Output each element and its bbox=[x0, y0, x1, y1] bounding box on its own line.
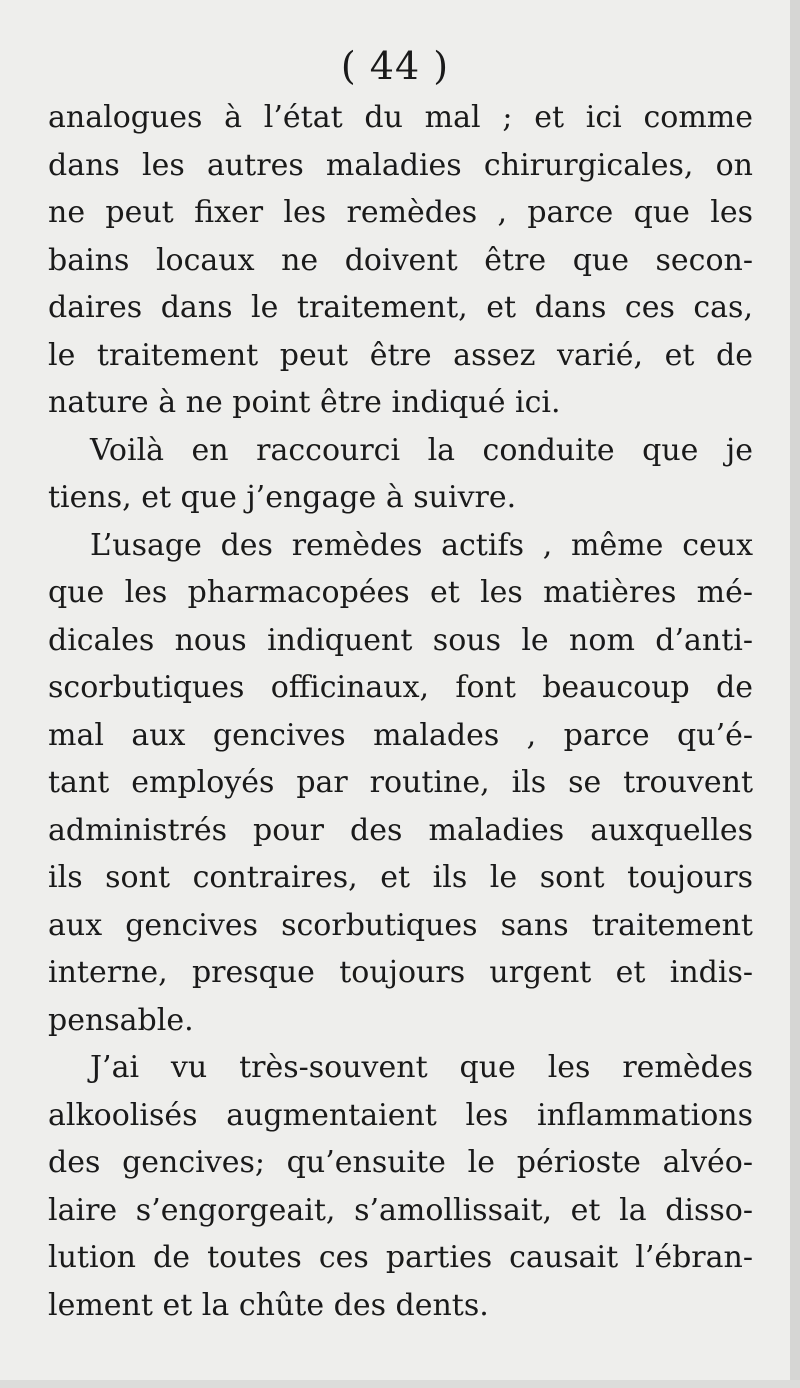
text-line: mal aux gencives malades , parce qu’é- bbox=[48, 717, 753, 753]
text-line: pensable. bbox=[48, 1002, 194, 1038]
text-line: que les pharmacopées et les matières mé- bbox=[48, 575, 753, 610]
text-line: analogues à l’état du mal ; et ici comme bbox=[48, 100, 753, 135]
page-number: ( 44 ) bbox=[340, 44, 450, 88]
text-line: Voilà en raccourci la conduite que je bbox=[90, 432, 753, 468]
text-line: lution de toutes ces parties causait l’ébran- bbox=[48, 1240, 753, 1275]
text-line: dicales nous indiquent sous le nom d’anti- bbox=[48, 622, 753, 658]
body-text bbox=[48, 94, 753, 1329]
text-line: administrés pour des maladies auxquelles bbox=[48, 812, 753, 848]
text-line: L’usage des remèdes actifs , même ceux bbox=[90, 527, 753, 563]
text-line: bains locaux ne doivent être que secon- bbox=[48, 242, 753, 278]
text-line: lement et la chûte des dents. bbox=[48, 1287, 489, 1323]
text-line: des gencives; qu’ensuite le périoste alvéo- bbox=[48, 1145, 753, 1180]
text-line: scorbutiques officinaux, font beaucoup de bbox=[48, 670, 753, 705]
text-line: aux gencives scorbutiques sans traitement bbox=[48, 907, 753, 943]
text-line: alkoolisés augmentaient les inflammations bbox=[48, 1097, 753, 1133]
text-line: tant employés par routine, ils se trouvent bbox=[48, 765, 753, 800]
text-line: daires dans le traitement, et dans ces cas, bbox=[48, 290, 753, 325]
text-line: laire s’engorgeait, s’amollissait, et la disso- bbox=[48, 1192, 753, 1228]
text-line: ne peut fixer les remèdes , parce que les bbox=[48, 195, 753, 230]
text-line: ils sont contraires, et ils le sont toujours bbox=[48, 860, 753, 895]
text-line: le traitement peut être assez varié, et de bbox=[48, 337, 753, 373]
text-line: tiens, et que j’engage à suivre. bbox=[48, 480, 517, 515]
page-bottom-edge bbox=[0, 1380, 800, 1388]
text-line: nature à ne point être indiqué ici. bbox=[48, 385, 561, 420]
text-line: J’ai vu très-souvent que les remèdes bbox=[90, 1050, 753, 1085]
text-line: interne, presque toujours urgent et indis- bbox=[48, 955, 753, 990]
page-edge bbox=[790, 0, 800, 1388]
text-line: dans les autres maladies chirurgicales, on bbox=[48, 147, 753, 183]
